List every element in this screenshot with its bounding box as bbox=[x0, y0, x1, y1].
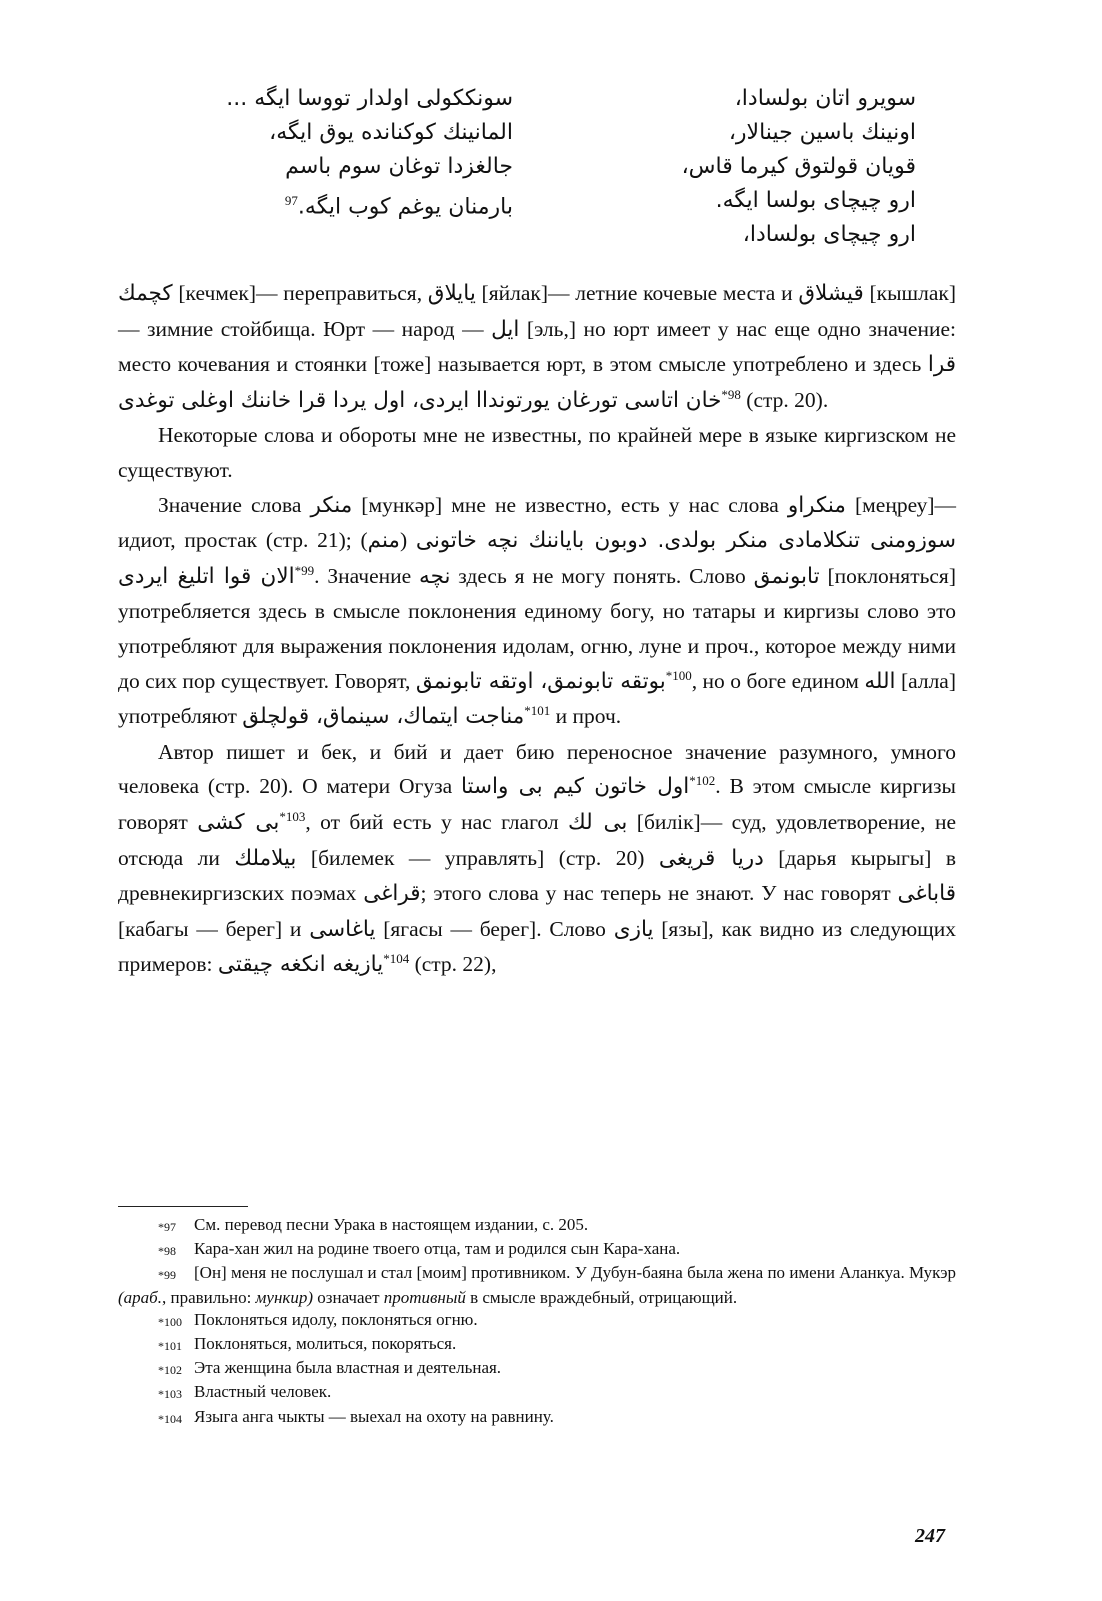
paragraph bbox=[118, 488, 956, 735]
footnote-text: , правильно: bbox=[161, 1287, 256, 1307]
footnote-ref-100: *100 bbox=[665, 667, 692, 683]
text-run: здесь я не могу понять. Слово bbox=[450, 563, 754, 588]
poem-line: بارمنان یوغم کوب ایگه. bbox=[297, 194, 513, 220]
poem-column-right bbox=[626, 82, 916, 252]
footnote-ref-97: 97 bbox=[284, 193, 298, 208]
poem-line: قویان قولتوق کیرما قاس، bbox=[681, 154, 916, 179]
arabic-term: یازی bbox=[613, 916, 654, 942]
main-text bbox=[118, 276, 956, 983]
arabic-quote: قرا خان اتاسی تورغان یورتونداا ایردی، اول یردا قرا خاننك اوغلی توغدی bbox=[118, 352, 956, 413]
footnote-text: См. перевод песни Урака в настоящем издании, с. 205. bbox=[194, 1215, 589, 1234]
arabic-quote: اول خاتون کیم بی واستا bbox=[460, 774, 690, 800]
arabic-term: قیشلاق bbox=[798, 281, 864, 306]
footnote-mark: *104 bbox=[158, 1411, 182, 1426]
text-run: , от бий есть у нас глагол bbox=[305, 809, 568, 834]
arabic-term: الله bbox=[864, 668, 896, 694]
footnote bbox=[118, 1238, 956, 1262]
arabic-term: ایل bbox=[491, 316, 520, 342]
text-run: [язы], как видно из следующих примеров: bbox=[118, 916, 956, 977]
text-run: [кечмек]— переправиться, bbox=[172, 281, 428, 305]
footnote-text: Эта женщина была властная и деятельная. bbox=[194, 1358, 502, 1378]
paragraph: Некоторые слова и обороты мне не известны, по крайней мере в языке киргизском не существуют. bbox=[118, 423, 956, 482]
text-run: [кабагы — берег] и bbox=[118, 916, 310, 941]
text-run: (стр. 22), bbox=[409, 952, 497, 977]
text-run: [яйлак]— летние кочевые места и bbox=[475, 281, 799, 305]
text-run: [ягасы — берег]. Слово bbox=[375, 916, 614, 941]
arabic-quote: مناجت ایتماك، سینماق، قولچلق bbox=[242, 704, 525, 730]
text-run: (стр. 20). bbox=[740, 387, 829, 412]
arabic-term: بیلاملك bbox=[234, 845, 297, 871]
text-run: [билемек — управлять] (стр. 20) bbox=[296, 845, 659, 870]
text-run: Автор пишет и бек, и бий и дает бию переносное значение разумного, умного человека (стр. 20). О матери Огуза bbox=[118, 739, 956, 799]
page-number: 247 bbox=[915, 1525, 945, 1547]
arabic-term: بی کشی bbox=[197, 809, 280, 835]
footnote-text: в смысле враждебный, отрицающий. bbox=[465, 1287, 738, 1307]
footnote-mark: *102 bbox=[158, 1363, 182, 1378]
poem-line: سونککولی اولدار تووسا ایگه ... bbox=[226, 86, 513, 111]
poem-line: اونینك باسین جینالار، bbox=[728, 120, 916, 145]
text-run: [дарья кырыгы] в древнекиргизских поэмах bbox=[118, 845, 957, 906]
paragraph bbox=[118, 276, 956, 418]
footnote-text: означает bbox=[313, 1287, 384, 1307]
footnote-text: Поклоняться, молиться, покоряться. bbox=[194, 1334, 457, 1354]
poem-line: ارو چیچای بولسادا، bbox=[742, 222, 916, 247]
footnote-ref-99: *99 bbox=[294, 562, 315, 578]
arabic-term: بی لك bbox=[567, 809, 628, 835]
text-run: [алла] употребляют bbox=[118, 668, 956, 729]
footnote-text: Языга анга чыкты — выехал на охоту на равнину. bbox=[194, 1406, 554, 1426]
arabic-term: یایلاق bbox=[427, 281, 476, 306]
footnote-mark: *103 bbox=[158, 1387, 182, 1402]
poem-line: سویرو اتان بولسادا، bbox=[734, 86, 916, 111]
footnote bbox=[118, 1309, 956, 1333]
arabic-quote: یازیغه انکغه چیقتی bbox=[217, 952, 384, 978]
arabic-quote: بوتقه تابونمق، اوتقه تابونمق bbox=[415, 668, 666, 694]
footnote-italic: мункир) bbox=[255, 1287, 313, 1307]
arabic-term: دریا قریغی bbox=[658, 845, 764, 871]
footnote-divider bbox=[118, 1206, 248, 1207]
footnote-ref-103: *103 bbox=[279, 808, 306, 824]
text-run: . Значение bbox=[314, 563, 420, 588]
paragraph bbox=[118, 735, 956, 983]
footnote-ref-101: *101 bbox=[524, 702, 551, 718]
text-run: ) bbox=[399, 528, 416, 553]
text-run: . В этом смысле киргизы говорят bbox=[118, 774, 956, 834]
footnote bbox=[118, 1214, 956, 1238]
footnote-ref-98: *98 bbox=[721, 386, 741, 402]
arabic-quote: سوزومنی تنکلامادی منکر بولدی. دوبون بایاننك نچه خاتونی الان قوا اتلیغ ایردی bbox=[118, 528, 956, 589]
arabic-term: منکراو bbox=[787, 492, 846, 518]
poem-line-with-ref bbox=[165, 184, 513, 224]
arabic-term: قراغی bbox=[363, 881, 421, 907]
footnote-ref-102: *102 bbox=[689, 773, 716, 789]
text-run: [поклоняться] употребляется здесь в смысле поклонения единому богу, но татары и киргизы слово это употребляют для выражения поклонения идолам, огню, луне и проч., которое между ними до сих пор существует. Говорят, bbox=[118, 563, 956, 693]
arabic-term: قاباغی bbox=[897, 881, 956, 907]
arabic-term: یاغاسی bbox=[309, 916, 376, 942]
poem-line: المانینك کوکناندە یوق ایگه، bbox=[269, 120, 513, 145]
arabic-term: منم bbox=[367, 528, 400, 554]
footnote-mark: *101 bbox=[158, 1339, 182, 1354]
text-run: Значение слова bbox=[158, 492, 311, 517]
footnotes bbox=[118, 1214, 956, 1430]
text-run: [меңреу]— идиот, простак (стр. 21); ( bbox=[118, 492, 956, 553]
footnote-mark: *97 bbox=[158, 1220, 176, 1234]
text-run: [билік]— суд, удовлетворение, не отсюда ли bbox=[118, 809, 957, 870]
text-run: [эль,] но юрт имеет у нас еще одно значение: место кочевания и стоянки [тоже] называется юрт, в этом смысле употреблено и здесь bbox=[118, 316, 956, 377]
footnote-text: Кара-хан жил на родине твоего отца, там и родился сын Кара-хана. bbox=[194, 1239, 681, 1259]
footnote bbox=[118, 1357, 956, 1381]
footnote bbox=[118, 1381, 956, 1405]
arabic-term: منکر bbox=[310, 492, 353, 518]
footnote bbox=[118, 1262, 956, 1308]
footnote-ref-104: *104 bbox=[383, 951, 410, 967]
footnote-italic: (араб. bbox=[118, 1287, 162, 1307]
arabic-term: تابونمق bbox=[753, 563, 820, 589]
text-run: и проч. bbox=[550, 704, 622, 729]
poem-line: جالغزدا توغان سوم باسم bbox=[285, 154, 513, 179]
text-run: , но о боге едином bbox=[691, 668, 865, 693]
footnote-text: Властный человек. bbox=[194, 1382, 332, 1402]
poem-column-left bbox=[165, 82, 513, 224]
footnote bbox=[118, 1406, 956, 1430]
footnote-mark: *100 bbox=[158, 1314, 182, 1329]
text-run: [мункәр] мне не известно, есть у нас слова bbox=[352, 492, 788, 517]
text-run: [кышлак]— зимние стойбища. Юрт — народ — bbox=[118, 281, 956, 341]
footnote bbox=[118, 1333, 956, 1357]
arabic-term: کچمك bbox=[118, 281, 173, 306]
text-run: ; этого слова у нас теперь не знают. У нас говорят bbox=[420, 881, 898, 906]
footnote-text: Поклоняться идолу, поклоняться огню. bbox=[194, 1309, 478, 1329]
poem-line: ارو چیچای بولسا ایگه. bbox=[715, 188, 916, 213]
footnote-mark: *98 bbox=[158, 1244, 176, 1259]
footnote-mark: *99 bbox=[158, 1268, 176, 1283]
arabic-term: نچه bbox=[419, 563, 451, 589]
footnote-italic: противный bbox=[383, 1287, 466, 1307]
footnote-text: [Он] меня не послушал и стал [моим] противником. У Дубун-баяна была жена по имени Аланкуа. Мукэр bbox=[194, 1263, 956, 1283]
